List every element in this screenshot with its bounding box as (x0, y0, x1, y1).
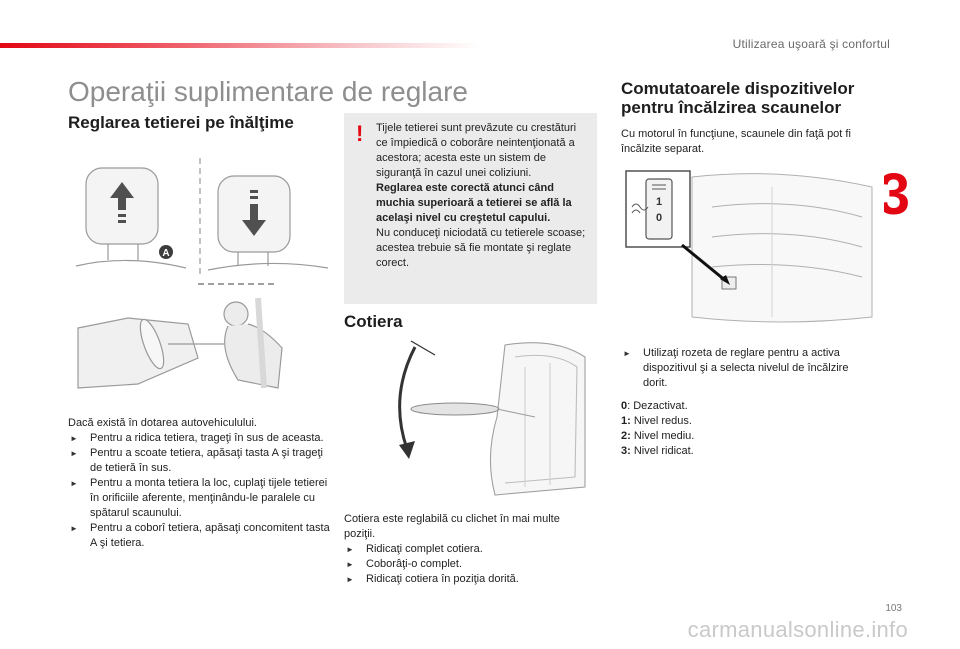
armrest-steps (344, 542, 590, 587)
heating-level: 1: Nivel redus. (621, 415, 692, 427)
list-item: ► Pentru a ridica tetiera, trageţi în sus de aceasta. (68, 431, 330, 446)
seat-heating-intro-wrap (621, 127, 883, 157)
seat-heating-illustration (622, 167, 884, 335)
armrest-text (344, 512, 590, 587)
seat-heating-heading: Comutatoarele dispozitivelor pentru încălzirea scaunelor (621, 79, 855, 117)
list-item: ► Coborâţi-o complet. (344, 557, 590, 572)
headrest-illustration (68, 148, 336, 402)
headrest-steps (68, 431, 330, 551)
heating-level: 3: Nivel ridicat. (621, 445, 694, 457)
list-item: ► Utilizaţi rozeta de reglare pentru a activa dispozitivul şi a selecta nivelul de încălzire dorit. (621, 346, 871, 391)
warning-icon: ! (356, 121, 364, 146)
warning-text (376, 121, 588, 271)
list-item: ► Pentru a scoate tetiera, apăsaţi tasta A şi trageţi de tetieră în sus. (68, 446, 330, 476)
headrest-text (68, 416, 330, 551)
seat-heating-intro: Cu motorul în funcţiune, scaunele din faţă pot fi încălzite separat. (621, 128, 851, 155)
page-number: 103 (885, 603, 902, 614)
chapter-number: 3 (877, 162, 910, 227)
switch-label-1: 1 (655, 196, 663, 208)
chapter-title: Utilizarea uşoară şi confortul (732, 37, 890, 51)
warning-text-2: Nu conduceţi niciodată cu tetierele scoase; acestea trebuie să fie montate şi reglate corect. (376, 227, 586, 269)
warning-text-bold: Reglarea este corectă atunci când muchia superioară a tetierei se află la acelaşi nivel cu creştetul capului. (376, 182, 572, 224)
warning-box (344, 113, 597, 304)
list-item: ► Ridicaţi complet cotiera. (344, 542, 590, 557)
header-accent-bar (0, 43, 480, 48)
heating-levels (621, 399, 871, 459)
heating-level: 2: Nivel mediu. (621, 430, 695, 442)
warning-text-1: Tijele tetierei sunt prevăzute cu crestături ce împiedică o coborâre neintenţionată a acestora; acesta este un sistem de siguranţă în cazul unei coliziuni. (376, 122, 577, 179)
headrest-intro: Dacă există în dotarea autovehiculului. (68, 417, 257, 429)
heating-level: 0: Dezactivat. (621, 400, 688, 412)
seat-heating-steps (621, 346, 871, 391)
page-title: Operaţii suplimentare de reglare (68, 76, 468, 107)
list-item: ► Ridicaţi cotiera în poziţia dorită. (344, 572, 590, 587)
armrest-heading: Cotiera (344, 312, 403, 331)
list-item: ► Pentru a coborî tetiera, apăsaţi concomitent tasta A şi tetiera. (68, 521, 330, 551)
switch-label-0: 0 (655, 212, 663, 224)
list-item: ► Pentru a monta tetiera la loc, cuplaţi tijele tetierei în orificiile aferente, menţinându-le paralele cu spătarul scaunului. (68, 476, 330, 521)
callout-a-label: A (162, 248, 170, 259)
armrest-intro: Cotiera este reglabilă cu clichet în mai multe poziţii. (344, 513, 560, 540)
seat-heating-text (621, 346, 871, 459)
headrest-heading: Reglarea tetierei pe înălţime (68, 113, 294, 132)
armrest-illustration (385, 337, 595, 497)
watermark: carmanualsonline.info (687, 617, 908, 642)
